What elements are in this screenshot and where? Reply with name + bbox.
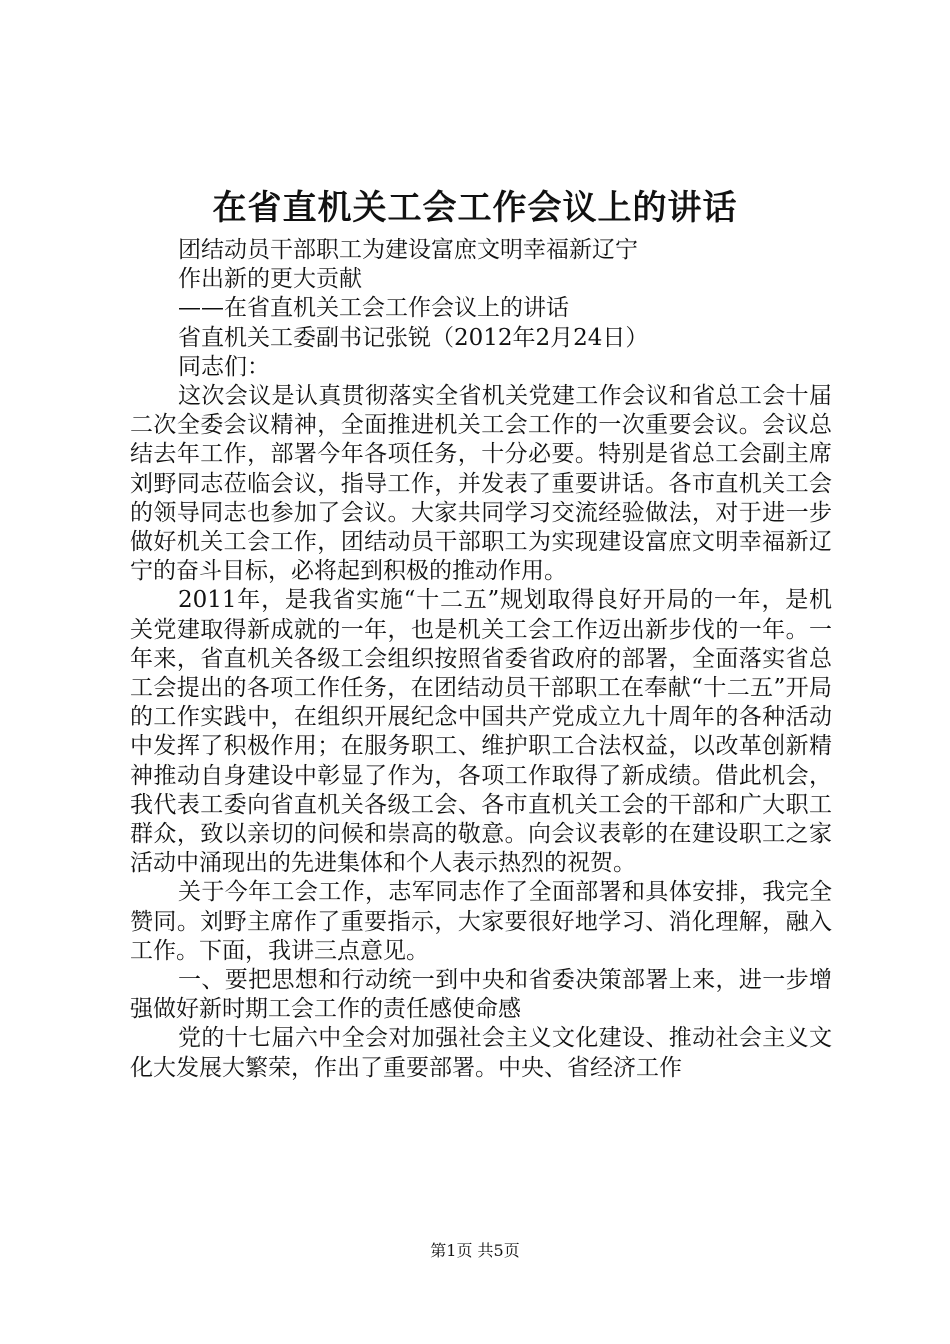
paragraph-2: 2011年，是我省实施“十二五”规划取得良好开局的一年，是机关党建取得新成就的一年，也是机关工会工作迈出新步伐的一年。一年来，省直机关各级工会组织按照省委省政府的部署，全面落实省总工会提出的各项工作任务，在团结动员干部职工在奉献“十二五”开局的工作实践中，在组织开展纪念中国共产党成立九十周年的各种活动中发挥了积极作用；在服务职工、维护职工合法权益，以改革创新精神推动自身建设中彰显了作为，各项工作取得了新成绩。借此机会，我代表工委向省直机关各级工会、各市直机关工会的干部和广大职工群众，致以亲切的问候和崇高的敬意。向会议表彰的在建设职工之家活动中涌现出的先进集体和个人表示热烈的祝贺。 [130, 587, 832, 877]
subtitle-line-1: 团结动员干部职工为建设富庶文明幸福新辽宁 [178, 237, 638, 263]
paragraph-4: 党的十七届六中全会对加强社会主义文化建设、推动社会主义文化大发展大繁荣，作出了重要部署。中央、省经济工作 [130, 1025, 832, 1081]
paragraph-1: 这次会议是认真贯彻落实全省机关党建工作会议和省总工会十届二次全委会议精神，全面推进机关工会工作的一次重要会议。会议总结去年工作，部署今年各项任务，十分必要。特别是省总工会副主席刘野同志莅临会议，指导工作，并发表了重要讲话。各市直机关工会的领导同志也参加了会议。大家共同学习交流经验做法，对于进一步做好机关工会工作，团结动员干部职工为实现建设富庶文明幸福新辽宁的奋斗目标，必将起到积极的推动作用。 [130, 383, 832, 585]
speaker-line: 省直机关工委副书记张锐（2012年2月24日） [178, 324, 649, 351]
document-body [130, 236, 832, 1083]
subtitle-line-3: ——在省直机关工会工作会议上的讲话 [178, 295, 569, 322]
page-footer: 第1页 共5页 [430, 1241, 520, 1260]
section-heading-1: 一、要把思想和行动统一到中央和省委决策部署上来，进一步增强做好新时期工会工作的责任感使命感 [130, 967, 832, 1023]
salutation: 同志们： [178, 353, 270, 380]
paragraph-3: 关于今年工会工作，志军同志作了全面部署和具体安排，我完全赞同。刘野主席作了重要指示，大家要很好地学习、消化理解，融入工作。下面，我讲三点意见。 [130, 879, 832, 964]
subtitle-line-2: 作出新的更大贡献 [178, 266, 362, 293]
document-title: 在省直机关工会工作会议上的讲话 [212, 188, 738, 228]
